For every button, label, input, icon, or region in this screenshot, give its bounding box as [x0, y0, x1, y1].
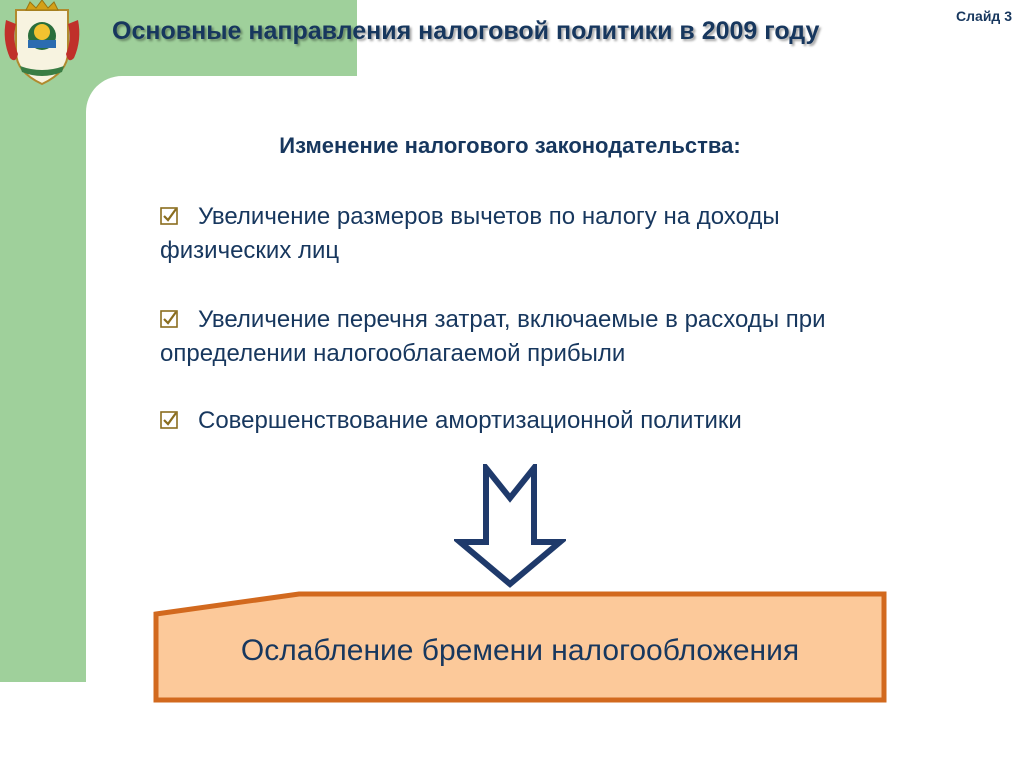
- list-item-text: Совершенствование амортизационной политики: [198, 407, 742, 434]
- page-title: Основные направления налоговой политики в 2009 году: [112, 17, 820, 45]
- left-green-strip: [0, 0, 86, 682]
- down-arrow-icon: [454, 464, 566, 588]
- checkbox-checked-icon: [160, 310, 178, 328]
- checkbox-checked-icon: [160, 207, 178, 225]
- slide-number: Слайд 3: [956, 8, 1012, 24]
- list-item-text: Увеличение перечня затрат, включаемые в расходы при определении налогооблагаемой прибыли: [160, 306, 826, 367]
- result-text: Ослабление бремени налогообложения: [240, 634, 800, 667]
- list-item: [160, 404, 900, 438]
- list-item: [160, 200, 900, 268]
- checkbox-checked-icon: [160, 411, 178, 429]
- list-item-text: Увеличение размеров вычетов по налогу на доходы физических лиц: [160, 203, 780, 264]
- coat-of-arms-icon: [2, 0, 82, 86]
- section-subheading: Изменение налогового законодательства:: [279, 133, 741, 158]
- list-item: [160, 303, 900, 371]
